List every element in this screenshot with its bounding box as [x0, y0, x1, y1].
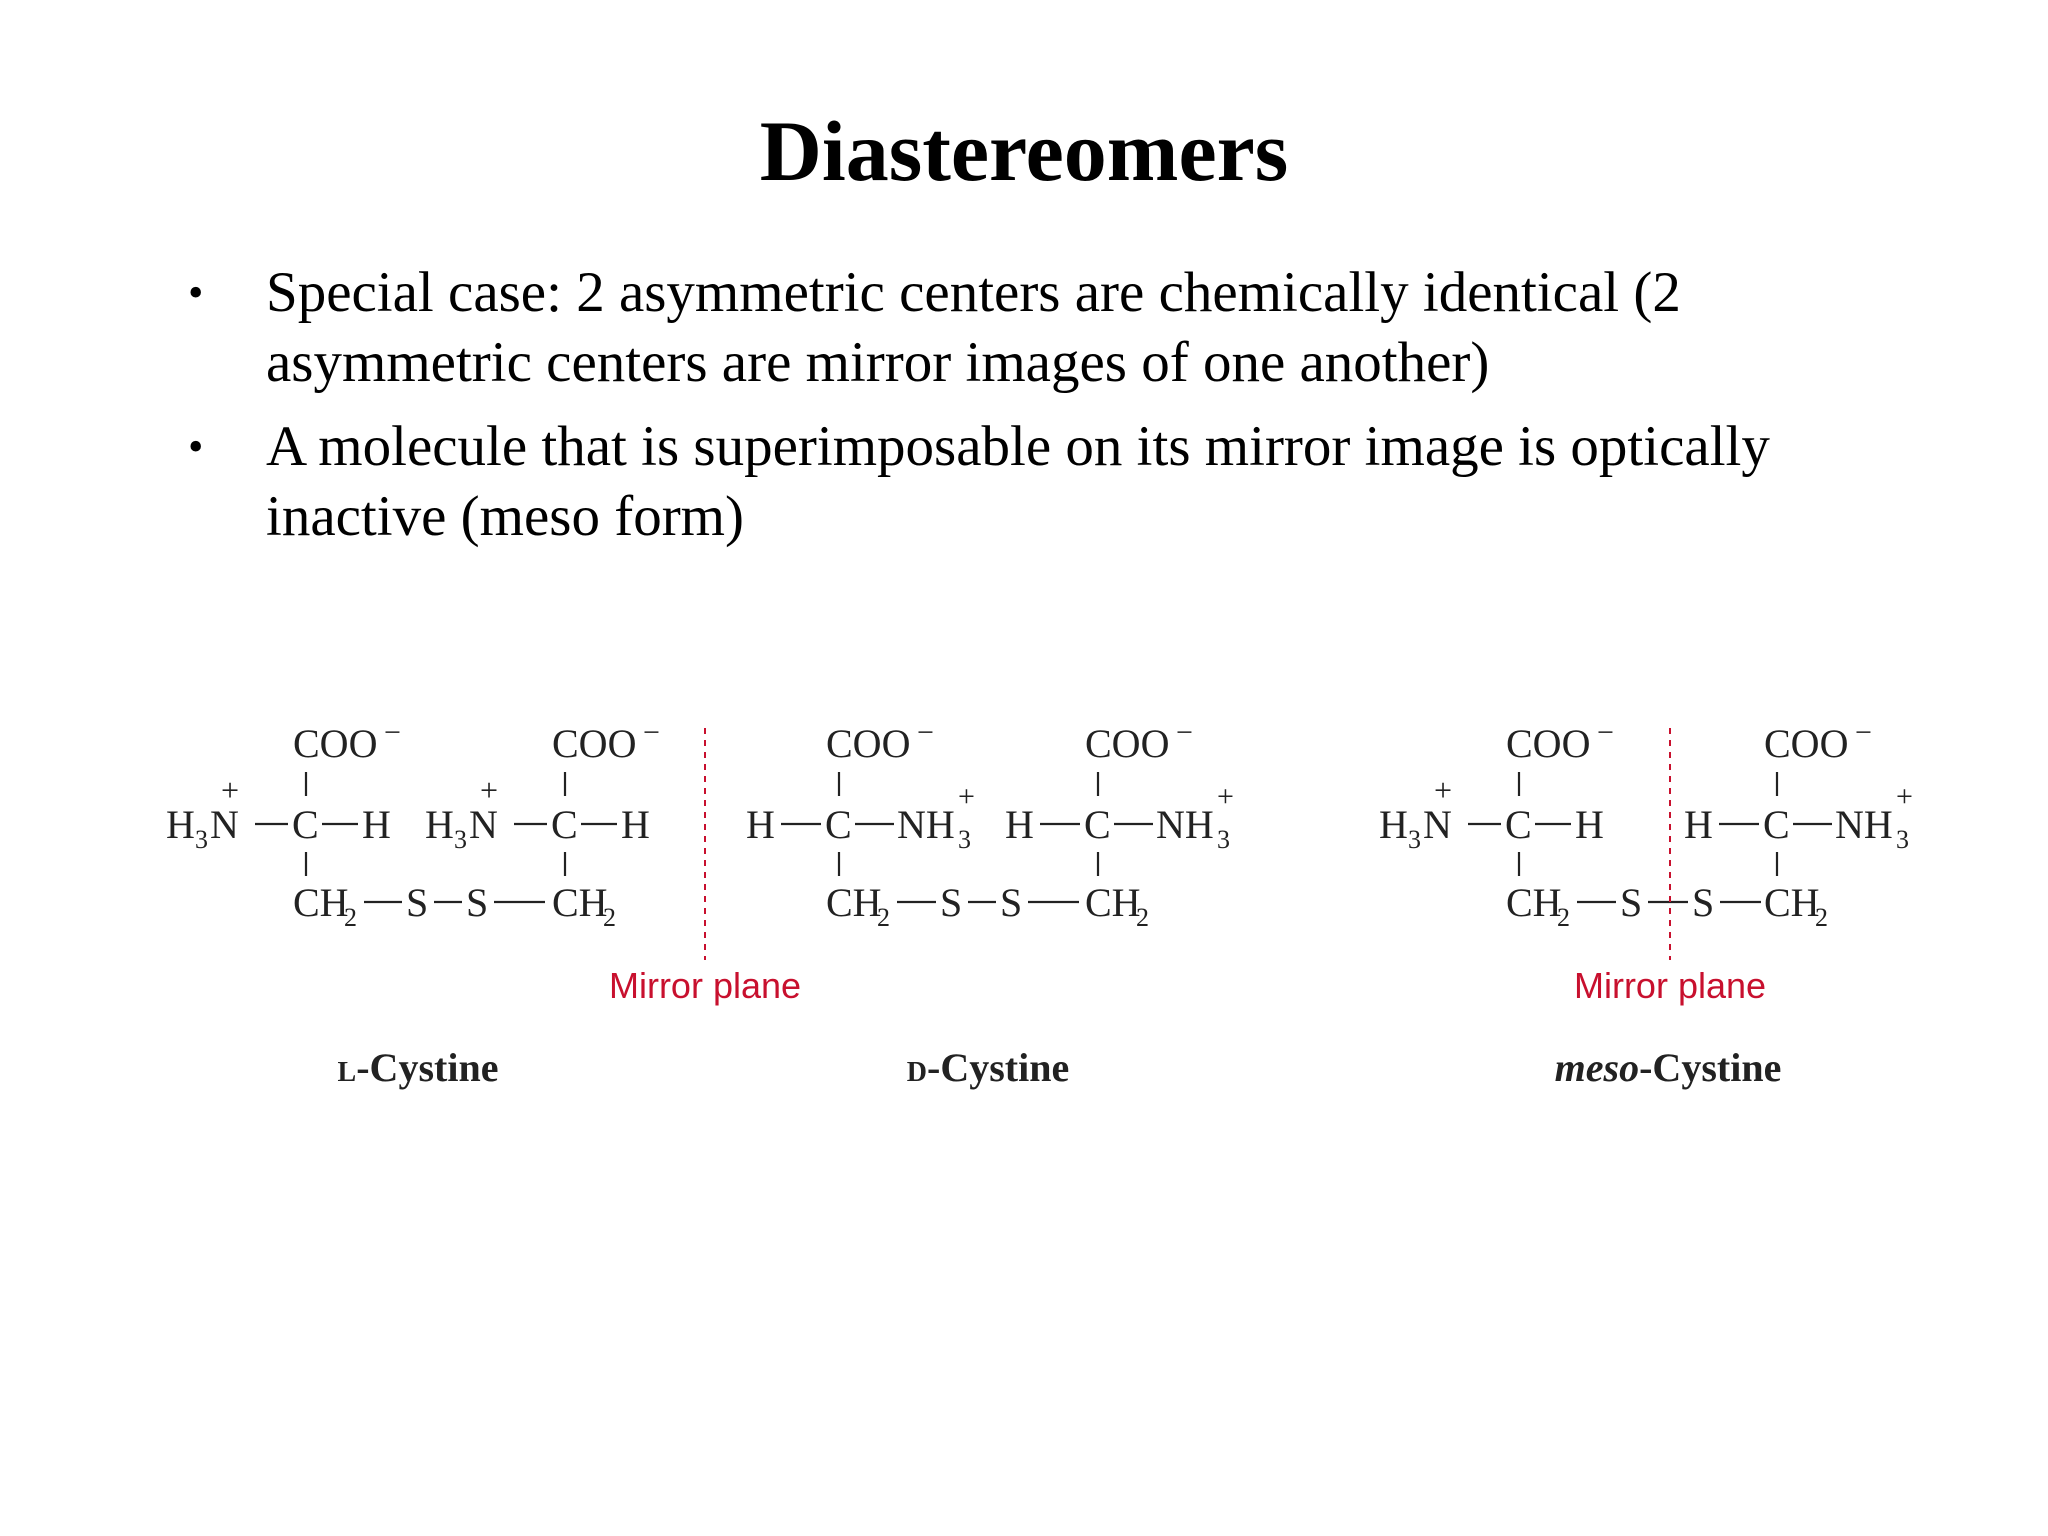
- caption-meso-cystine: [1555, 1045, 1782, 1090]
- caption-name: -Cystine: [927, 1045, 1070, 1090]
- hydrogen-label: H: [621, 802, 650, 847]
- meso-cystine-left-center: [1379, 716, 1614, 932]
- amine-h-label: H: [425, 802, 454, 847]
- carboxylate-label: COO: [293, 721, 378, 766]
- l-cystine-right-center: [425, 716, 660, 932]
- negative-charge: −: [643, 716, 660, 749]
- bullet-dot-icon: •: [188, 422, 204, 471]
- negative-charge: −: [917, 716, 934, 749]
- caption-prefix: D: [906, 1057, 928, 1088]
- methylene-label: CH: [293, 880, 349, 925]
- l-cystine-disulfide-bridge: [364, 880, 545, 925]
- positive-charge: +: [1217, 780, 1234, 813]
- carbon-label: C: [1763, 802, 1790, 847]
- negative-charge: −: [1855, 716, 1872, 749]
- amine-label: NH: [1835, 802, 1893, 847]
- methylene-label: CH: [552, 880, 608, 925]
- amine-subscript: 3: [1408, 825, 1421, 854]
- caption-prefix: meso: [1554, 1045, 1640, 1090]
- amine-n-label: N: [469, 802, 498, 847]
- methylene-subscript: 2: [1557, 903, 1570, 932]
- carbon-label: C: [1084, 802, 1111, 847]
- amine-h-label: H: [1379, 802, 1408, 847]
- methylene-label: CH: [1764, 880, 1820, 925]
- carbon-label: C: [1505, 802, 1532, 847]
- methylene-label: CH: [1085, 880, 1141, 925]
- sulfur-label: S: [1692, 880, 1715, 925]
- hydrogen-label: H: [1005, 802, 1034, 847]
- negative-charge: −: [1597, 716, 1614, 749]
- amine-subscript: 3: [1896, 825, 1909, 854]
- sulfur-label: S: [1620, 880, 1643, 925]
- meso-cystine-right-center: [1684, 716, 1913, 932]
- hydrogen-label: H: [746, 802, 775, 847]
- carboxylate-label: COO: [552, 721, 637, 766]
- methylene-subscript: 2: [603, 903, 616, 932]
- caption-d-cystine: [907, 1045, 1069, 1090]
- amine-label: NH: [897, 802, 955, 847]
- positive-charge: +: [1896, 780, 1913, 813]
- positive-charge: +: [221, 772, 240, 808]
- d-cystine-right-center: [1005, 716, 1234, 932]
- caption-name: -Cystine: [356, 1045, 499, 1090]
- hydrogen-label: H: [1684, 802, 1713, 847]
- hydrogen-label: H: [362, 802, 391, 847]
- sulfur-label: S: [940, 880, 963, 925]
- hydrogen-label: H: [1575, 802, 1604, 847]
- bullet-dot-icon: •: [188, 268, 204, 317]
- sulfur-label: S: [406, 880, 429, 925]
- amine-h-label: H: [166, 802, 195, 847]
- carbon-label: C: [825, 802, 852, 847]
- negative-charge: −: [384, 716, 401, 749]
- sulfur-label: S: [1000, 880, 1023, 925]
- sulfur-label: S: [466, 880, 489, 925]
- carbon-label: C: [292, 802, 319, 847]
- bullet-text: Special case: 2 asymmetric centers are chemically identical (2 asymmetric centers are mirror images of one another): [266, 261, 1681, 394]
- carboxylate-label: COO: [826, 721, 911, 766]
- methylene-subscript: 2: [1815, 903, 1828, 932]
- methylene-subscript: 2: [1136, 903, 1149, 932]
- bullet-text: A molecule that is superimposable on its mirror image is optically inactive (meso form): [266, 415, 1770, 548]
- positive-charge: +: [480, 772, 499, 808]
- caption-name: -Cystine: [1639, 1045, 1782, 1090]
- caption-prefix: L: [337, 1057, 357, 1088]
- methylene-subscript: 2: [877, 903, 890, 932]
- carboxylate-label: COO: [1506, 721, 1591, 766]
- mirror-plane-label: Mirror plane: [608, 965, 802, 1006]
- positive-charge: +: [958, 780, 975, 813]
- l-cystine-left-center: [166, 716, 401, 932]
- caption-l-cystine: [338, 1045, 499, 1090]
- mirror-plane-label: Mirror plane: [1573, 965, 1767, 1006]
- slide-title: Diastereomers: [759, 103, 1289, 199]
- amine-subscript: 3: [1217, 825, 1230, 854]
- methylene-subscript: 2: [344, 903, 357, 932]
- amine-n-label: N: [1423, 802, 1452, 847]
- amine-subscript: 3: [195, 825, 208, 854]
- carboxylate-label: COO: [1085, 721, 1170, 766]
- carbon-label: C: [551, 802, 578, 847]
- d-cystine-disulfide-bridge: [897, 880, 1079, 925]
- methylene-label: CH: [1506, 880, 1562, 925]
- methylene-label: CH: [826, 880, 882, 925]
- negative-charge: −: [1176, 716, 1193, 749]
- amine-n-label: N: [210, 802, 239, 847]
- carboxylate-label: COO: [1764, 721, 1849, 766]
- amine-subscript: 3: [454, 825, 467, 854]
- amine-subscript: 3: [958, 825, 971, 854]
- amine-label: NH: [1156, 802, 1214, 847]
- positive-charge: +: [1434, 772, 1453, 808]
